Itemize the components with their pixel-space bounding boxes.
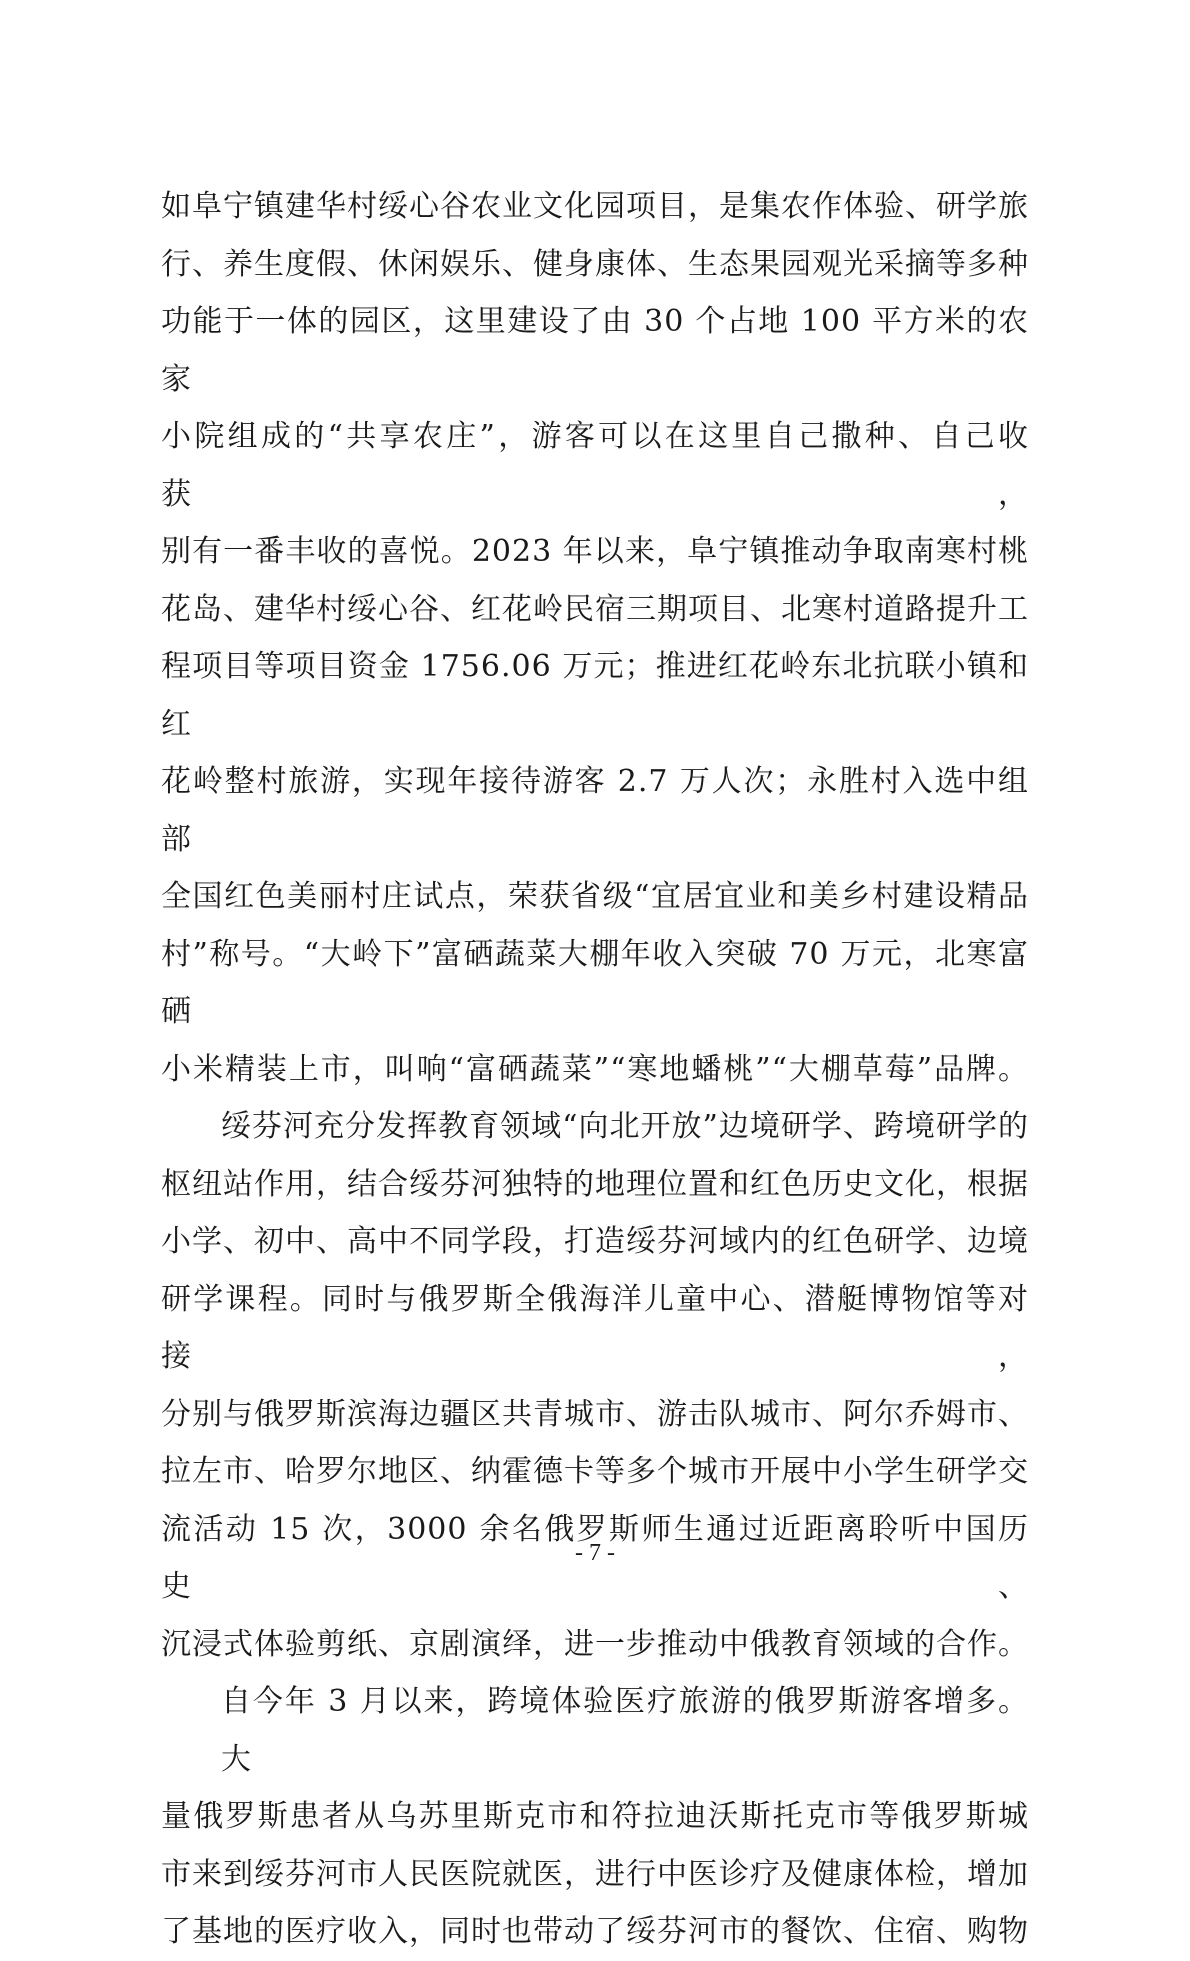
page-number: - 7 - — [575, 1540, 615, 1566]
text-line: 了基地的医疗收入，同时也带动了绥芬河市的餐饮、住宿、购物 — [161, 1914, 1029, 1949]
text-line: 量俄罗斯患者从乌苏里斯克市和符拉迪沃斯托克市等俄罗斯城 — [161, 1799, 1029, 1834]
paragraph-2 — [161, 1098, 1029, 1673]
text-line: 沉浸式体验剪纸、京剧演绎，进一步推动中俄教育领域的合作。 — [161, 1626, 1029, 1662]
text-line: 分别与俄罗斯滨海边疆区共青城市、游击队城市、阿尔乔姆市、 — [161, 1396, 1029, 1432]
text-line: 花岛、建华村绥心谷、红花岭民宿三期项目、北寒村道路提升工 — [161, 591, 1029, 627]
text-line: 别有一番丰收的喜悦。2023 年以来，阜宁镇推动争取南寒村桃 — [161, 534, 1029, 569]
text-line: 如阜宁镇建华村绥心谷农业文化园项目，是集农作体验、研学旅 — [161, 189, 1029, 224]
paragraph-1 — [161, 178, 1029, 1098]
text-line: 全国红色美丽村庄试点，荣获省级“宜居宜业和美乡村建设精品 — [161, 879, 1029, 914]
text-line: 功能于一体的园区，这里建设了由 30 个占地 100 平方米的农家 — [161, 304, 1029, 397]
text-line: 自今年 3 月以来，跨境体验医疗旅游的俄罗斯游客增多。大 — [221, 1684, 1029, 1777]
text-line: 花岭整村旅游，实现年接待游客 2.7 万人次；永胜村入选中组部 — [161, 764, 1029, 857]
text-line: 拉左市、哈罗尔地区、纳霍德卡等多个城市开展中小学生研学交 — [161, 1454, 1029, 1489]
text-line: 流活动 15 次，3000 余名俄罗斯师生通过近距离聆听中国历史、 — [161, 1511, 1029, 1604]
text-line: 程项目等项目资金 1756.06 万元；推进红花岭东北抗联小镇和红 — [161, 649, 1029, 742]
text-line: 小米精装上市，叫响“富硒蔬菜”“寒地蟠桃”“大棚草莓”品牌。 — [161, 1051, 1029, 1087]
text-line: 市来到绥芬河市人民医院就医，进行中医诊疗及健康体检，增加 — [161, 1856, 1029, 1892]
text-line: 村”称号。“大岭下”富硒蔬菜大棚年收入突破 70 万元，北寒富硒 — [161, 936, 1029, 1029]
document-body — [161, 178, 1029, 1961]
text-line: 小院组成的“共享农庄”，游客可以在这里自己撒种、自己收获， — [161, 419, 1029, 512]
text-line: 绥芬河充分发挥教育领域“向北开放”边境研学、跨境研学的 — [221, 1109, 1029, 1144]
text-line: 研学课程。同时与俄罗斯全俄海洋儿童中心、潜艇博物馆等对接， — [161, 1281, 1029, 1374]
text-line: 小学、初中、高中不同学段，打造绥芬河域内的红色研学、边境 — [161, 1224, 1029, 1259]
text-line: 枢纽站作用，结合绥芬河独特的地理位置和红色历史文化，根据 — [161, 1166, 1029, 1202]
paragraph-3 — [161, 1673, 1029, 1961]
text-line: 行、养生度假、休闲娱乐、健身康体、生态果园观光采摘等多种 — [161, 246, 1029, 282]
